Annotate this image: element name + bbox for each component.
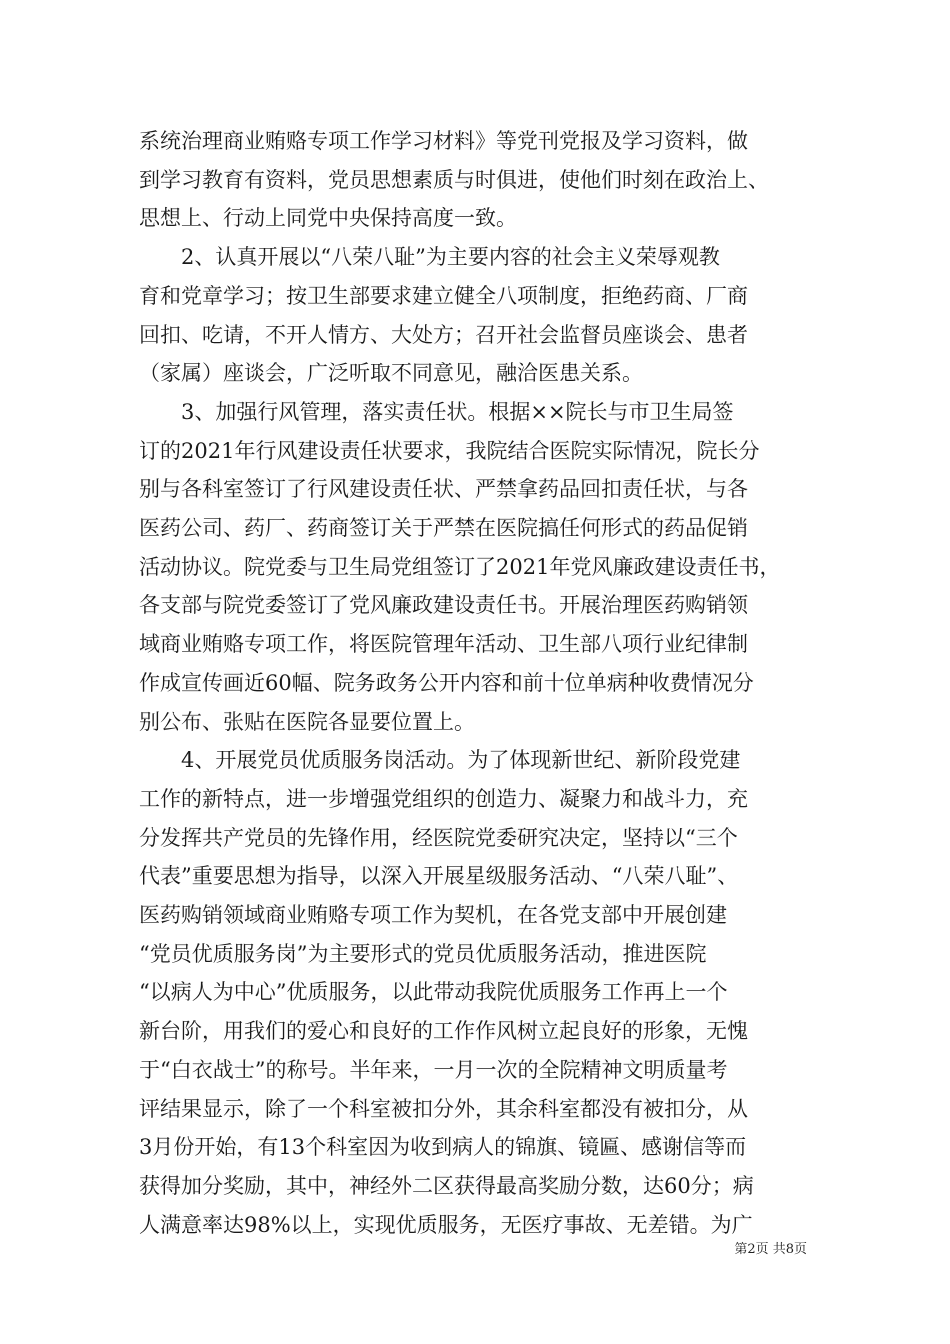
paragraph-continuation: 系统治理商业贿赂专项工作学习材料》等党刊党报及学习资料，做 到学习教育有资料，党员思想素质与时俱进，使他们时刻在政治上、 思想上、行动上同党中央保持高度一致。 [139,129,769,231]
paragraph-item-3: 3、加强行风管理，落实责任状。根据××院长与市卫生局签 订的2021年行风建设责任状要求，我院结合医院实际情况，院长分 别与各科室签订了行风建设责任状、严禁拿药品回扣责任状，与各 医药公司、药厂、药商签订关于严禁在医院搞任何形式的药品促销 活动协议。院党委与卫生局党组签订了2021年党风廉政建设责任书， 各支部与院党委签订了党风廉政建设责任书。开展治理医药购销领 域商业贿赂专项工作，将医院管理年活动、卫生部八项行业纪律制 作成宣传画近60幅、院务政务公开内容和前十位单病种收费情况分 别公布、张贴在医院各显要位置上。 [139,399,781,734]
page-number-footer: 第2页 共8页 [734,1242,807,1257]
paragraph-item-2: 2、认真开展以“八荣八耻”为主要内容的社会主义荣辱观教 育和党章学习；按卫生部要求建立健全八项制度，拒绝药商、厂商 回扣、吃请，不开人情方、大处方；召开社会监督员座谈会、患者 （家属）座谈会，广泛听取不同意见，融洽医患关系。 [139,245,748,386]
document-body [139,122,819,1244]
paragraph-item-4: 4、开展党员优质服务岗活动。为了体现新世纪、新阶段党建 工作的新特点，进一步增强党组织的创造力、凝聚力和战斗力，充 分发挥共产党员的先锋作用，经医院党委研究决定，坚持以“三个 代表”重要思想为指导，以深入开展星级服务活动、“八荣八耻”、 医药购销领域商业贿赂专项工作为契机，在各党支部中开展创建 “党员优质服务岗”为主要形式的党员优质服务活动，推进医院 “以病人为中心”优质服务，以此带动我院优质服务工作再上一个 新台阶，用我们的爱心和良好的工作作风树立起良好的形象，无愧 于“白衣战士”的称号。半年来，一月一次的全院精神文明质量考 评结果显示，除了一个科室被扣分外，其余科室都没有被扣分，从 3月份开始，有13个科室因为收到病人的锦旗、镜匾、感谢信等而 获得加分奖励，其中，神经外二区获得最高奖励分数，达60分；病 人满意率达98%以上，实现优质服务，无医疗事故、无差错。为广 [139,748,754,1237]
